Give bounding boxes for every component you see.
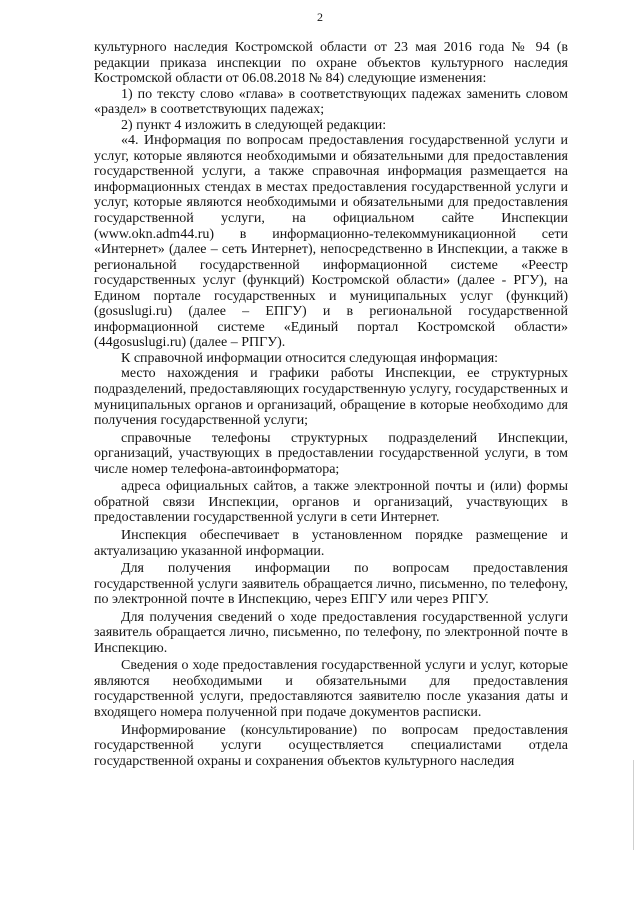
paragraph-reference-info-intro: К справочной информации относится следующая информация:	[121, 350, 499, 366]
document-body	[94, 40, 568, 769]
paragraph-websites: адреса официальных сайтов, а также электронной почты и (или) формы обратной связи Инспекции, органов и организаций, участвующих в предоставлении государственной услуги в сети Интернет.	[94, 479, 568, 526]
paragraph-change-1: 1) по тексту слово «глава» в соответствующих падежах заменить словом «раздел» в соответствующих падежах;	[94, 86, 568, 118]
paragraph-inspection-ensures: Инспекция обеспечивает в установленном порядке размещение и актуализацию указанной информации.	[94, 527, 568, 559]
paragraph-status-info: Для получения сведений о ходе предоставления государственной услуги заявитель обращается лично, письменно, по телефону, по электронной почте в Инспекцию.	[94, 609, 568, 656]
paragraph-change-2: 2) пункт 4 изложить в следующей редакции:	[121, 117, 387, 133]
paragraph-consulting: Информирование (консультирование) по вопросам предоставления государственной услуги осуществляется специалистами отдела государственной охраны и сохранения объектов культурного наследия	[94, 722, 568, 769]
paragraph-getting-info: Для получения информации по вопросам предоставления государственной услуги заявитель обращается лично, письменно, по телефону, по электронной почте в Инспекцию, через ЕПГУ или через РПГУ.	[94, 561, 568, 608]
page-number: 2	[317, 10, 323, 24]
paragraph-item-4: «4. Информация по вопросам предоставления государственной услуги и услуг, которые являются необходимыми и обязательными для предоставления государственной услуги, а также справочная информация размещается на информационных стендах в местах предоставления государственной услуги и услуг, которые являются необходимыми и обязательными для предоставления государственной услуги, на официальном сайте Инспекции (www.okn.adm44.ru) в информационно-телекоммуникационной сети «Интернет» (далее – сеть Интернет), непосредственно в Инспекции, а также в региональной государственной информационной системе «Реестр государственных услуг (функций) Костромской области» (далее - РГУ), на Едином портале государственных и муниципальных услуг (функций) (gosuslugi.ru) (далее – ЕПГУ) и в региональной государственной информационной системе «Единый портал Костромской области» (44gosuslugi.ru) (далее – РПГУ).	[94, 133, 568, 351]
paragraph-location: место нахождения и графики работы Инспекции, ее структурных подразделений, предоставляющих государственную услугу, государственных и муниципальных органов и организаций, обращение в которые необходимо для получения государственной услуги;	[94, 366, 568, 429]
paragraph-continuation: культурного наследия Костромской области от 23 мая 2016 года № 94 (в редакции приказа инспекции по охране объектов культурного наследия Костромской области от 06.08.2018 № 84) следующие изменения:	[94, 40, 568, 87]
paragraph-status-details: Сведения о ходе предоставления государственной услуги и услуг, которые являются необходимыми и обязательными для предоставления государственной услуги, предоставляются заявителю после указания даты и входящего номера полученной при подаче документов расписки.	[94, 658, 568, 720]
paragraph-phones: справочные телефоны структурных подразделений Инспекции, организаций, участвующих в предоставлении государственной услуги, в том числе номер телефона-автоинформатора;	[94, 430, 568, 477]
scan-edge-mark	[633, 760, 634, 850]
